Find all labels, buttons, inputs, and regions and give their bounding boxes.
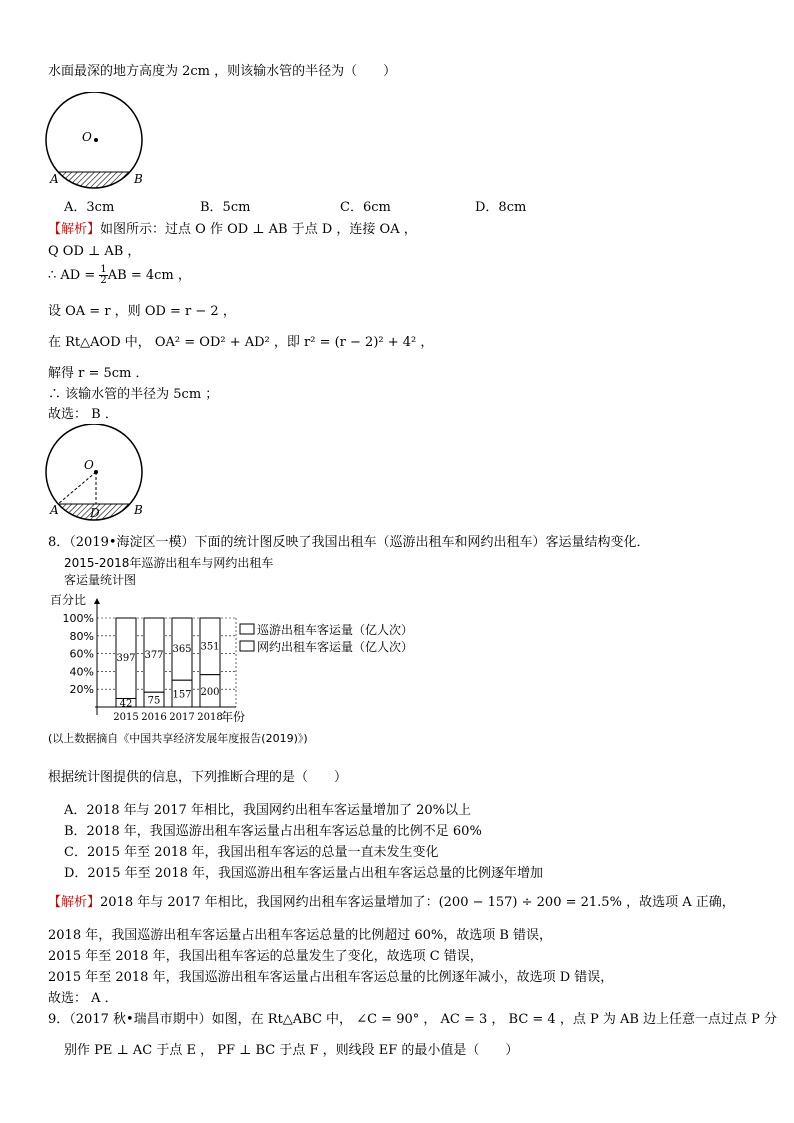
q7-figure-2 [44,424,164,524]
q8-stem: 8．（2019•海淀区一模）下面的统计图反映了我国出租车（巡游出租车和网约出租车）客运量结构变化． [48,535,650,550]
analysis-tag: 【解析】 [48,222,101,237]
q8-option-c: C．2015 年至 2018 年，我国出租车客运的总量一直未发生变化 [64,845,439,860]
q8-analysis-line-4: 2015 年至 2018 年，我国巡游出租车客运量占出租车客运总量的比例逐年减小，故选项 D 错误， [48,970,614,985]
q7-stem: 水面最深的地方高度为 2cm ，则该输水管的半径为（ ） [48,64,397,79]
bar-label-wangyue: 200 [200,686,220,698]
q8-analysis-line-2: 2018 年，我国巡游出租车客运量占出租车客运总量的比例超过 60%，故选项 B 错误， [48,928,553,943]
y-axis-label: 百分比 [50,593,87,607]
legend-swatch [240,624,254,634]
fig2-label-d: D [90,506,100,520]
bar-label-xunyou: 377 [144,650,164,662]
fig2-label-a: A [50,503,59,517]
bar-label-xunyou: 351 [200,641,220,653]
bar-label-wangyue: 75 [147,695,161,707]
q8-question: 根据统计图提供的信息，下列推断合理的是（ ） [48,770,348,785]
bar-label-wangyue: 157 [172,689,192,701]
q8-bar-chart [40,590,460,730]
q7-analysis-line-8: 故选： B ． [48,407,118,422]
legend-swatch [240,641,254,651]
analysis-tag: 【解析】 [48,895,101,910]
x-tick-label: 2017 [169,712,195,723]
q8-analysis-line-5: 故选： A ． [48,991,118,1006]
q8-option-d: D．2015 年至 2018 年，我国巡游出租车客运量占出租车客运总量的比例逐年增加 [64,866,543,881]
bar-label-wangyue: 42 [119,698,133,710]
bar-label-xunyou: 397 [116,653,136,665]
q8-analysis-line-1: 【解析】2018 年与 2017 年相比，我国网约出租车客运量增加了：(200 − 157) ÷ 200 = 21.5% ，故选项 A 正确， [48,895,735,910]
q7-analysis-line-3: ∴ AD = $\frac{1}{2}$ AB = 4cm ， [48,264,191,286]
x-tick-label: 2018 [197,712,223,723]
q7-figure-1 [44,92,164,192]
q7-analysis-line-2: Q OD ⊥ AB ， [48,244,141,259]
y-tick-label: 20% [69,683,94,697]
q7-analysis-line-7: ∴ 该输水管的半径为 5cm ； [48,387,219,402]
fig1-label-o: O [82,130,92,144]
chart-title-line-1: 2015-2018年巡游出租车与网约出租车 [64,556,274,570]
bar-label-xunyou: 365 [172,644,192,656]
y-tick-label: 60% [69,647,94,661]
y-tick-label: 40% [69,665,94,679]
y-tick-label: 80% [69,629,94,643]
q9-line-2: 别作 PE ⊥ AC 于点 E ， PF ⊥ BC 于点 F ，则线段 EF 的最小值是（ ） [64,1043,519,1058]
q7-analysis-line-1: 【解析】如图所示：过点 O 作 OD ⊥ AB 于点 D ，连接 OA ， [48,222,417,237]
q8-analysis-line-3: 2015 年至 2018 年，我国出租车客运的总量发生了变化，故选项 C 错误， [48,949,483,964]
fig2-label-o: O [84,458,94,472]
q7-option-a: A．3cm [64,200,115,215]
legend-label: 巡游出租车客运量（亿人次） [257,623,414,637]
q8-option-a: A．2018 年与 2017 年相比，我国网约出租车客运量增加了 20%以上 [64,803,471,818]
q7-option-c: C．6cm [340,200,391,215]
q7-analysis-line-6: 解得 r = 5cm ． [48,366,149,381]
y-axis-arrow [94,598,100,604]
q8-option-b: B．2018 年，我国巡游出租车客运量占出租车客运总量的比例不足 60% [64,824,482,839]
fraction: $\frac{1}{2}$ [100,264,107,286]
q9-line-1: 9．（2017 秋•瑞昌市期中）如图，在 Rt△ABC 中， ∠C = 90° ， AC = 3 ， BC = 4 ，点 P 为 AB 边上任意一点过点 P 分 [48,1012,778,1027]
q7-analysis-line-5: 在 Rt△AOD 中， OA² = OD² + AD² ，即 r² = (r − 2)² + 4² ， [48,335,434,350]
q8-source-note: (以上数据摘自《中国共享经济发展年度报告(2019)》) [48,732,308,745]
x-axis-label: 年份 [221,710,246,724]
chart-title-line-2: 客运量统计图 [64,573,137,587]
x-tick-label: 2016 [141,712,167,723]
x-tick-label: 2015 [113,712,139,723]
fig1-label-a: A [50,172,59,186]
legend-label: 网约出租车客运量（亿人次） [257,640,414,654]
q7-option-d: D．8cm [475,200,527,215]
fig2-label-b: B [134,503,143,517]
q7-option-b: B．5cm [200,200,251,215]
q7-analysis-line-4: 设 OA = r ，则 OD = r − 2 ， [48,304,236,319]
fig1-label-b: B [134,172,143,186]
y-tick-label: 100% [62,612,94,625]
